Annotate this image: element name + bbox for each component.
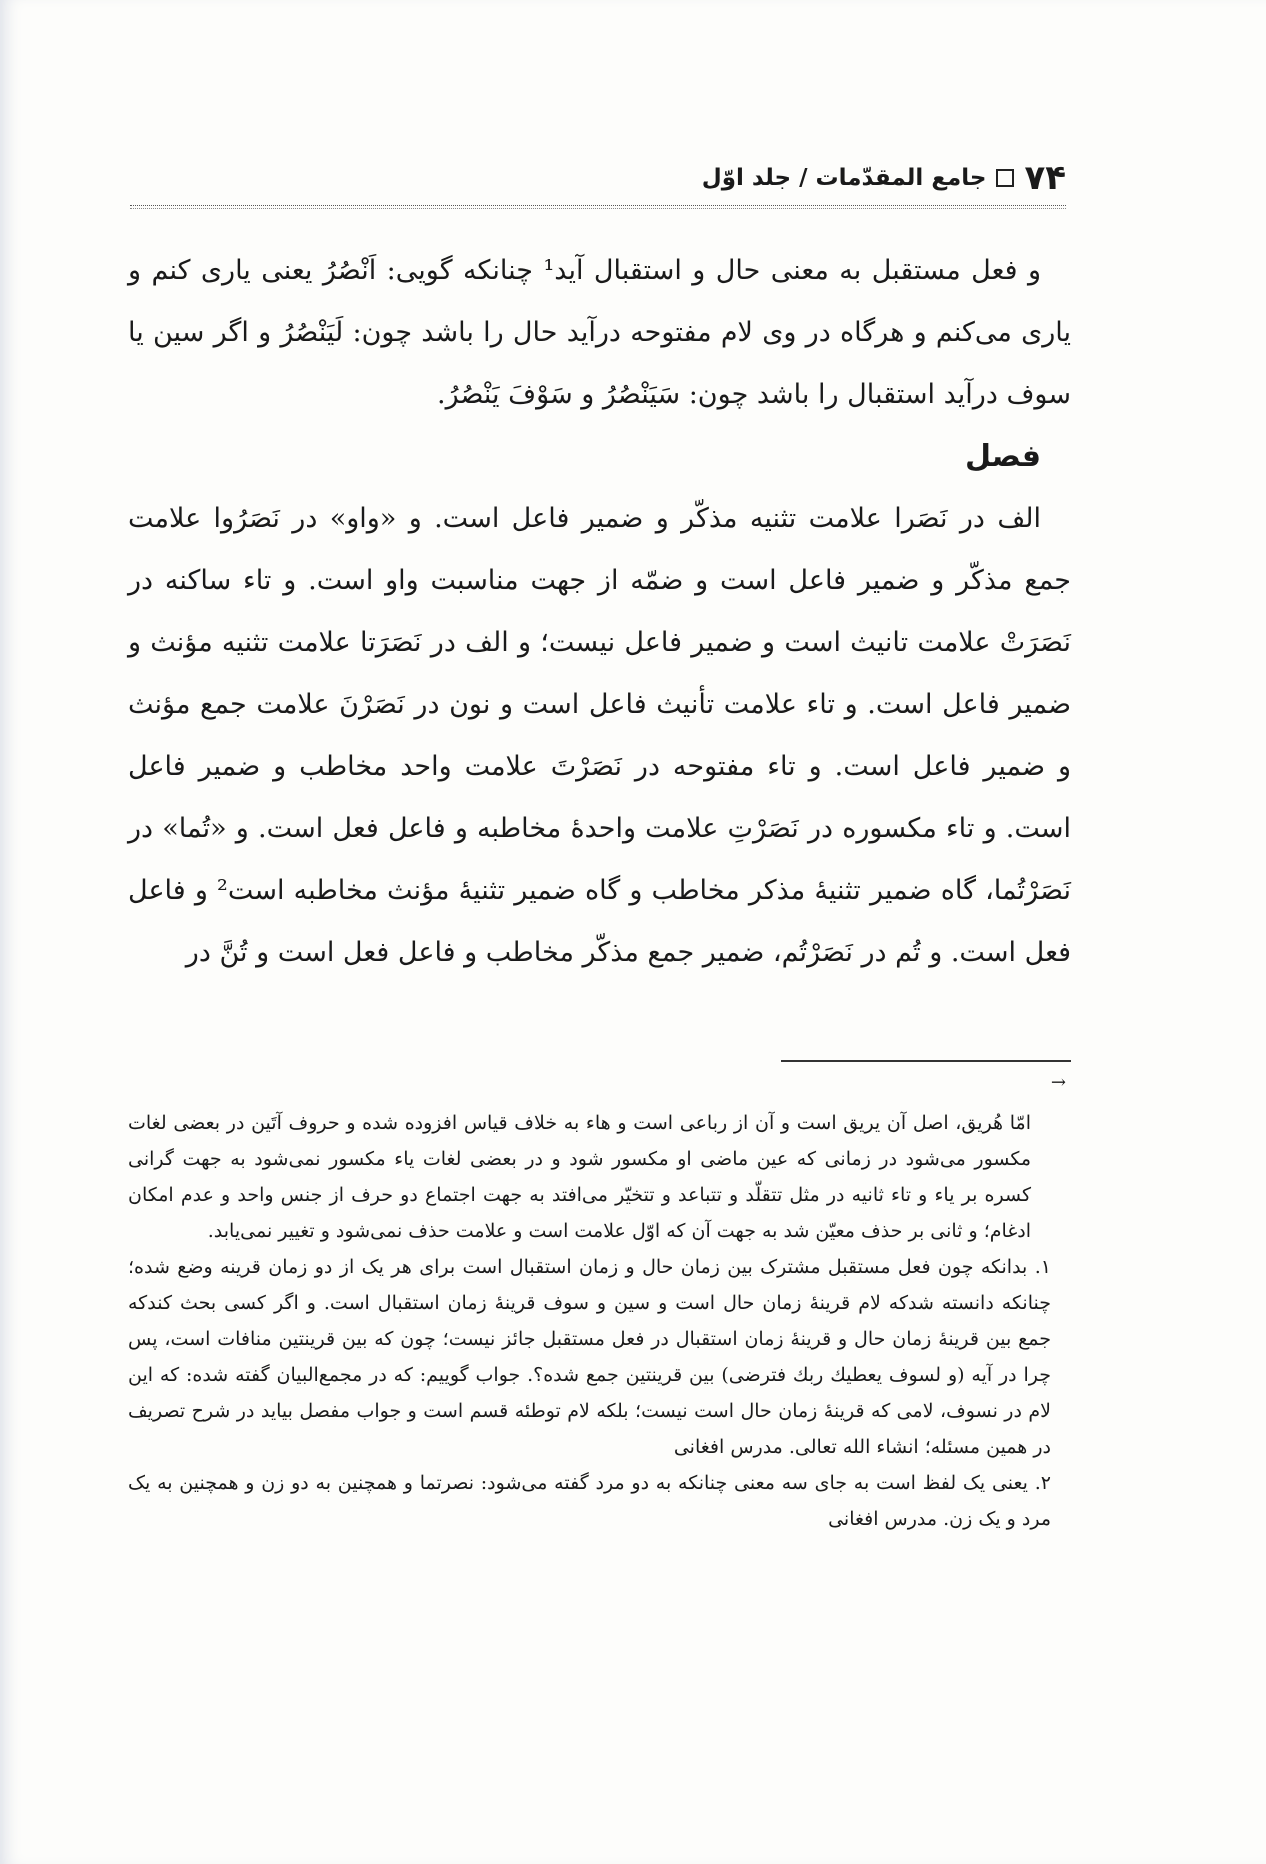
section-heading: فصل	[965, 439, 1041, 474]
main-text	[128, 240, 1071, 984]
paragraph: الف در نَصَرا علامت تثنیه مذکّر و ضمیر فاعل است. و «واو» در نَصَرُوا علامت جمع مذکّر و ضمیر فاعل است و ضمّه از جهت مناسبت واو است. و تاء ساکنه در نَصَرَتْ علامت تانیث است و ضمیر فاعل نیست؛ و الف در نَصَرَتا علامت تثنیه مؤنث و ضمیر فاعل است. و تاء علامت تأنیث فاعل است و نون در نَصَرْنَ علامت جمع مؤنث و ضمیر فاعل است. و تاء مفتوحه در نَصَرْتَ علامت واحد مخاطب و ضمیر فاعل است. و تاء مکسوره در نَصَرْتِ علامت واحدهٔ مخاطبه و فاعل فعل است. و «تُما» در نَصَرْتُما، گاه ضمیر تثنیهٔ مذکر مخاطب و گاه ضمیر تثنیهٔ مؤنث مخاطبه است² و فاعل فعل است. و تُم در نَصَرْتُم، ضمیر جمع مذکّر مخاطب و فاعل فعل است و تُنَّ در	[128, 503, 1071, 968]
page-number: ۷۴	[1024, 158, 1066, 198]
running-title: جامع المقدّمات / جلد اوّل	[701, 165, 987, 191]
header-divider-secondary	[130, 208, 1066, 209]
arrow-left-icon: →	[1050, 1072, 1066, 1093]
footnote-continuation: امّا هُریق، اصل آن یریق است و آن از رباعی است و هاء به خلاف قیاس افزوده شده و حروف آتَین در بعضی لغات مکسور می‌شود در زمانی که عین ماضی او مکسور شود و در بعضی لغات یاء مکسور نمی‌شود به جهت گرانی کسره بر یاء و تاء ثانیه در مثل تتقلّد و تتباعد و تتخیّر می‌افتد به جهت اجتماع دو حرف از جنس واحد و عدم امکان ادغام؛ و ثانی بر حذف معیّن شد به جهت آن که اوّل علامت است و علامت حذف نمی‌شود و تغییر نمی‌یابد.	[128, 1112, 1031, 1242]
footnote-1: ۱. بدانکه چون فعل مستقبل مشترک بین زمان حال و زمان استقبال است برای هر یک از دو زمان قرینه وضع شده؛ چنانکه دانسته شدکه لام قرینهٔ زمان حال است و سین و سوف قرینهٔ زمان استقبال است. و اگر کسی بحث کندکه جمع بین قرینهٔ زمان حال و قرینهٔ زمان استقبال در فعل مستقبل جائز نیست؛ چون که بین قرینتین منافات است، پس چرا در آیه (و لسوف یعطیك ربك فترضی) بین قرینتین جمع شده؟. جواب گوییم: که در مجمع‌البیان گفته شده: که این لام در نسوف، لامی که قرینهٔ زمان حال است نیست؛ بلکه لام توطئه قسم است و جواب مفصل بیاید در شرح تصریف در همین مسئله؛ انشاء الله تعالی. مدرس افغانی	[128, 1256, 1051, 1458]
page-header	[130, 158, 1066, 198]
footnote-2: ۲. یعنی یک لفظ است به جای سه معنی چنانکه به دو مرد گفته می‌شود: نصرتما و همچنین به دو زن و همچنین به یک مرد و یک زن. مدرس افغانی	[128, 1472, 1051, 1530]
paragraph: و فعل مستقبل به معنی حال و استقبال آید¹ چنانکه گویی: اَنْصُرُ یعنی یاری کنم و یاری می‌کنم و هرگاه در وی لام مفتوحه درآید حال را باشد چون: لَیَنْصُرُ و اگر سین یا سوف درآید استقبال را باشد چون: سَیَنْصُرُ و سَوْفَ یَنْصُرُ.	[128, 255, 1071, 410]
header-box-icon	[996, 169, 1014, 187]
footnotes	[128, 1105, 1071, 1537]
header-divider	[130, 205, 1066, 206]
footnote-divider	[781, 1060, 1071, 1062]
